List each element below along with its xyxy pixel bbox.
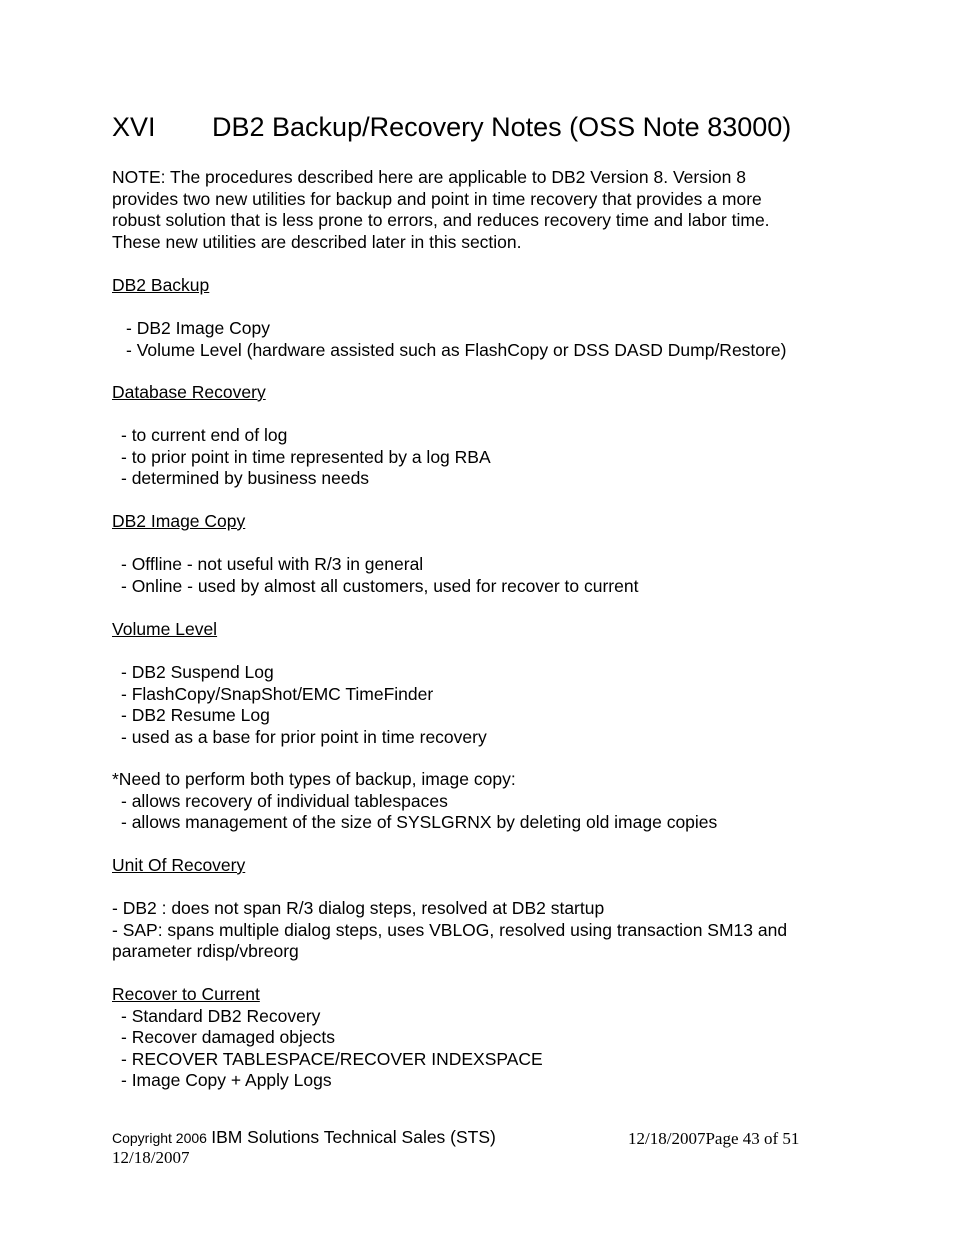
section-number: XVI — [112, 112, 156, 142]
note-line: These new utilities are described later in this section. — [112, 231, 522, 252]
list-item: - allows management of the size of SYSLGRNX by deleting old image copies — [121, 812, 718, 832]
volume-level-list — [112, 662, 852, 748]
footer-org: IBM Solutions Technical Sales (STS) — [211, 1127, 496, 1147]
db2-backup-section — [112, 275, 852, 297]
list-item: - DB2 Suspend Log — [121, 662, 274, 682]
note-line: NOTE: The procedures described here are applicable to DB2 Version 8. Version 8 — [112, 167, 746, 187]
footer-date: 12/18/2007 — [112, 1148, 190, 1167]
list-item: - FlashCopy/SnapShot/EMC TimeFinder — [121, 683, 434, 704]
list-item: - SAP: spans multiple dialog steps, uses VBLOG, resolved using transaction SM13 and — [112, 919, 788, 940]
list-item: - RECOVER TABLESPACE/RECOVER INDEXSPACE — [121, 1048, 543, 1069]
list-item: - Image Copy + Apply Logs — [121, 1070, 332, 1090]
section-title-text: DB2 Backup/Recovery Notes (OSS Note 83000) — [212, 112, 792, 142]
list-item: - Volume Level (hardware assisted such as FlashCopy or DSS DASD Dump/Restore) — [126, 339, 787, 360]
need-lead: *Need to perform both types of backup, image copy: — [112, 769, 516, 789]
list-item: - DB2 Resume Log — [121, 705, 270, 725]
db2-backup-list — [112, 318, 852, 361]
list-item: - DB2 Image Copy — [126, 318, 270, 338]
page-footer — [112, 1127, 852, 1168]
list-item: - determined by business needs — [121, 468, 370, 488]
list-item: - to current end of log — [121, 425, 288, 445]
db2-image-copy-list — [112, 554, 852, 597]
volume-level-heading: Volume Level — [112, 619, 218, 639]
list-item: parameter rdisp/vbreorg — [112, 941, 299, 961]
unit-of-recovery-heading: Unit Of Recovery — [112, 855, 246, 875]
section-title — [112, 112, 791, 143]
list-item: - Offline - not useful with R/3 in general — [121, 554, 424, 574]
database-recovery-section — [112, 382, 852, 404]
database-recovery-heading: Database Recovery — [112, 382, 266, 402]
recover-to-current-heading: Recover to Current — [112, 984, 260, 1004]
volume-level-section — [112, 619, 852, 641]
note-line: robust solution that is less prone to errors, and reduces recovery time and labor time. — [112, 210, 770, 230]
list-item: - DB2 : does not span R/3 dialog steps, resolved at DB2 startup — [112, 898, 605, 918]
need-section — [112, 769, 852, 834]
note-paragraph — [112, 167, 852, 253]
list-item: - Recover damaged objects — [121, 1027, 335, 1047]
unit-of-recovery-list — [112, 898, 852, 963]
database-recovery-list — [112, 425, 852, 490]
list-item: - allows recovery of individual tablespaces — [121, 790, 448, 811]
recover-to-current-section — [112, 984, 852, 1092]
unit-of-recovery-section — [112, 855, 852, 877]
list-item: - to prior point in time represented by a log RBA — [121, 446, 491, 467]
note-line: provides two new utilities for backup and point in time recovery that provides a more — [112, 188, 762, 209]
db2-image-copy-section — [112, 511, 852, 533]
db2-image-copy-heading: DB2 Image Copy — [112, 511, 246, 531]
list-item: - Standard DB2 Recovery — [121, 1005, 321, 1026]
list-item: - used as a base for prior point in time recovery — [121, 726, 487, 747]
footer-copyright: Copyright 2006 — [112, 1130, 207, 1146]
footer-page-number: 12/18/2007Page 43 of 51 — [628, 1129, 800, 1148]
db2-backup-heading: DB2 Backup — [112, 275, 210, 295]
list-item: - Online - used by almost all customers, used for recover to current — [121, 575, 639, 596]
